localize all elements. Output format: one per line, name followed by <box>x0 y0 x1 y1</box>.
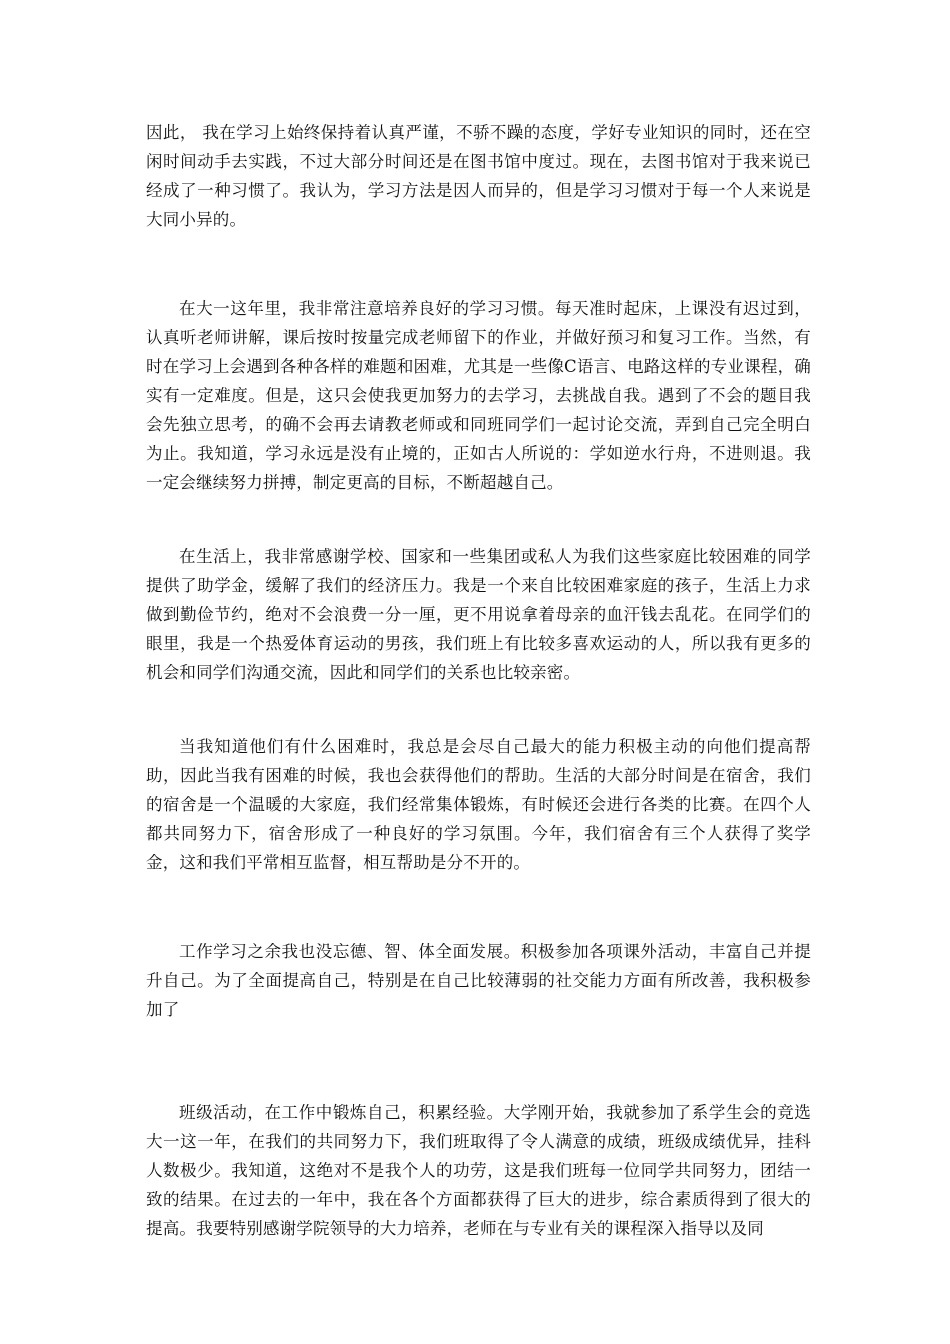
paragraph-all-round-development: 工作学习之余我也没忘德、智、体全面发展。积极参加各项课外活动，丰富自己并提升自己。为了全面提高自己，特别是在自己比较薄弱的社交能力方面有所改善，我积极参加了 <box>146 942 811 1019</box>
paragraph-life: 在生活上，我非常感谢学校、国家和一些集团或私人为我们这些家庭比较困难的同学提供了助学金，缓解了我们的经济压力。我是一个来自比较困难家庭的孩子，生活上力求做到勤俭节约，绝对不会浪费一分一厘，更不用说拿着母亲的血汗钱去乱花。在同学们的眼里，我是一个热爱体育运动的男孩，我们班上有比较多喜欢运动的人，所以我有更多的机会和同学们沟通交流，因此和同学们的关系也比较亲密。 <box>146 547 811 682</box>
paragraph-dormitory: 当我知道他们有什么困难时，我总是会尽自己最大的能力积极主动的向他们提高帮助，因此当我有困难的时候，我也会获得他们的帮助。生活的大部分时间是在宿舍，我们的宿舍是一个温暖的大家庭，我们经常集体锻炼，有时候还会进行各类的比赛。在四个人都共同努力下，宿舍形成了一种良好的学习氛围。今年，我们宿舍有三个人获得了奖学金，这和我们平常相互监督，相互帮助是分不开的。 <box>146 737 811 872</box>
paragraph-class-activities: 班级活动，在工作中锻炼自己，积累经验。大学刚开始，我就参加了系学生会的竞选大一这一年，在我们的共同努力下，我们班取得了令人满意的成绩，班级成绩优异，挂科人数极少。我知道，这绝对不是我个人的功劳，这是我们班每一位同学共同努力，团结一致的结果。在过去的一年中，我在各个方面都获得了巨大的进步，综合素质得到了很大的提高。我要特别感谢学院领导的大力培养，老师在与专业有关的课程深入指导以及同 <box>146 1103 811 1238</box>
paragraph-study-attitude: 因此， 我在学习上始终保持着认真严谨，不骄不躁的态度，学好专业知识的同时，还在空闲时间动手去实践，不过大部分时间还是在图书馆中度过。现在，去图书馆对于我来说已经成了一种习惯了。我认为，学习方法是因人而异的，但是学习习惯对于每一个人来说是大同小异的。 <box>146 123 811 229</box>
paragraph-study-habits: 在大一这年里，我非常注意培养良好的学习习惯。每天准时起床，上课没有迟过到，认真听老师讲解，课后按时按量完成老师留下的作业，并做好预习和复习工作。当然，有时在学习上会遇到各种各样的难题和困难，尤其是一些像C语言、电路这样的专业课程，确实有一定难度。但是，这只会使我更加努力的去学习，去挑战自我。遇到了不会的题目我会先独立思考，的确不会再去请教老师或和同班同学们一起讨论交流，弄到自己完全明白为止。我知道，学习永远是没有止境的，正如古人所说的：学如逆水行舟，不进则退。我一定会继续努力拼搏，制定更高的目标，不断超越自己。 <box>146 299 811 492</box>
